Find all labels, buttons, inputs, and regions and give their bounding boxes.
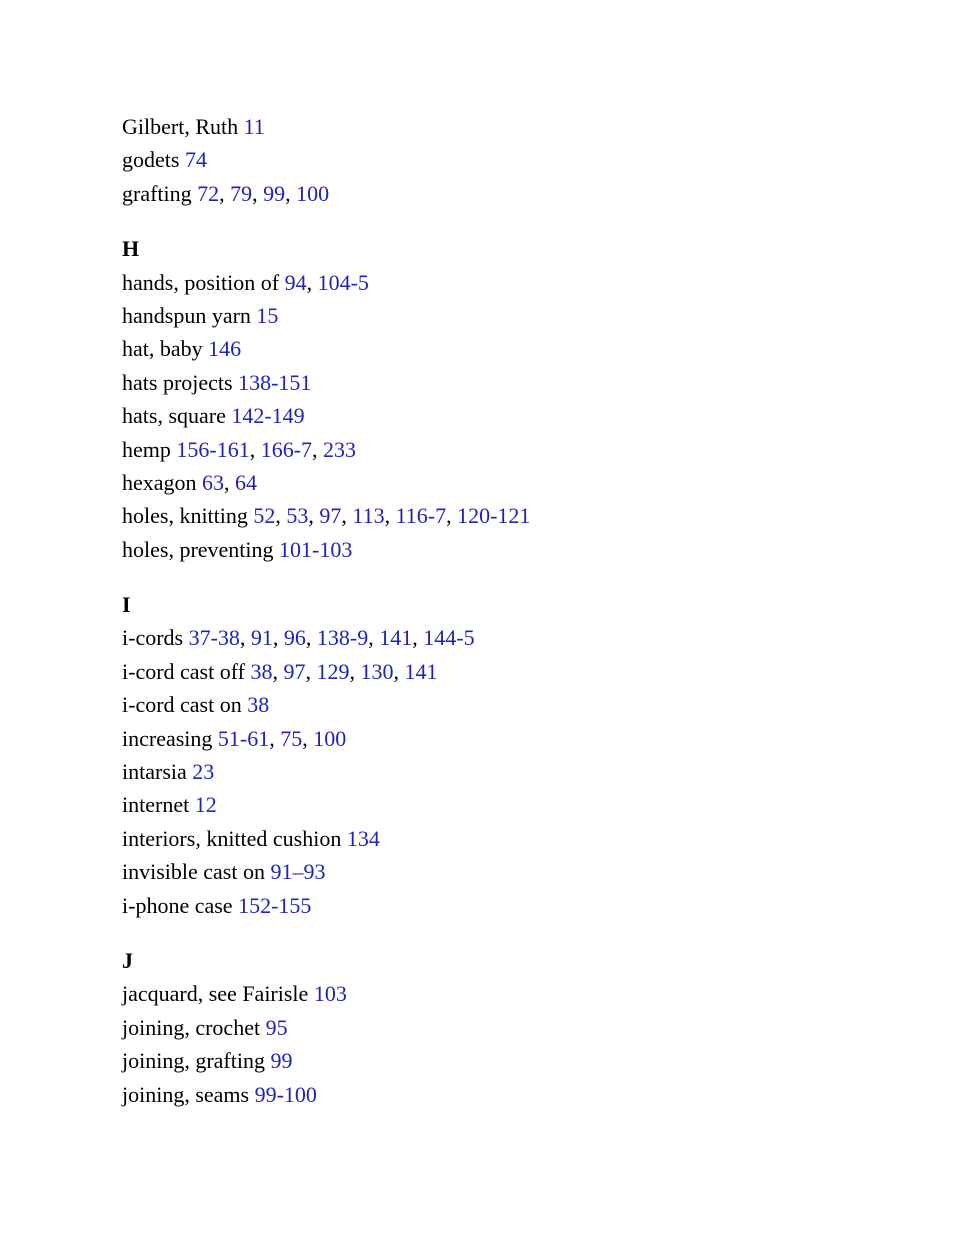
page-reference-link[interactable]: 99: [270, 1048, 293, 1074]
index-entry: [122, 688, 882, 721]
page-reference-link[interactable]: 141: [404, 658, 438, 684]
page-reference-link[interactable]: 38: [250, 658, 273, 684]
page-reference-link[interactable]: 95: [265, 1014, 288, 1040]
index-entry: [122, 822, 882, 855]
page-reference-link[interactable]: 97: [283, 658, 306, 684]
index-entry: i-cords 37-38, 91, 96, 138-9, 141, 144-5: [122, 625, 475, 651]
index-term: hat, baby: [122, 336, 203, 362]
index-entry: [122, 855, 882, 888]
index-entry: grafting 72, 79, 99, 100: [122, 180, 330, 206]
index-entry: [122, 299, 882, 332]
index-entry: hemp 156-161, 166-7, 233: [122, 436, 357, 462]
index-term: i-cord cast off: [122, 658, 245, 684]
index-term: intarsia: [122, 759, 187, 785]
page-reference-link[interactable]: 142-149: [231, 403, 305, 429]
page-reference-link[interactable]: 116-7: [395, 503, 447, 529]
index-entry: [122, 1044, 882, 1077]
index-entry: [122, 366, 882, 399]
page-reference-link[interactable]: 166-7: [260, 436, 313, 462]
page-reference-link[interactable]: 51-61: [217, 725, 270, 751]
page-reference-link[interactable]: 152-155: [238, 892, 312, 918]
index-entry: holes, knitting 52, 53, 97, 113, 116-7, 120-121: [122, 503, 531, 529]
index-term: increasing: [122, 725, 213, 751]
page-reference-link[interactable]: 99: [263, 180, 286, 206]
page-reference-link[interactable]: 91: [250, 625, 273, 651]
index-term: i-cords: [122, 625, 184, 651]
index-entry: i-cord cast off 38, 97, 129, 130, 141: [122, 658, 438, 684]
index-term: grafting: [122, 180, 192, 206]
index-group: [122, 110, 882, 210]
page-reference-link[interactable]: 75: [280, 725, 303, 751]
page-reference-link[interactable]: 94: [284, 269, 307, 295]
page-reference-link[interactable]: 146: [208, 336, 242, 362]
index-term: Gilbert, Ruth: [122, 114, 239, 139]
index-term: hats, square: [122, 403, 226, 429]
index-term: interiors, knitted cushion: [122, 825, 342, 851]
page-reference-link[interactable]: 104-5: [317, 269, 369, 295]
index-entry: [122, 533, 882, 566]
page-reference-link[interactable]: 11: [243, 114, 265, 139]
page-reference-link[interactable]: 233: [323, 436, 357, 462]
index-entry: [122, 1078, 882, 1111]
index-entry: [122, 755, 882, 788]
index-entry: [122, 332, 882, 365]
index-term: i-phone case: [122, 892, 233, 918]
index-term: internet: [122, 792, 190, 818]
page-reference-link[interactable]: 141: [379, 625, 413, 651]
index-entry: [122, 788, 882, 821]
page-reference-link[interactable]: 12: [194, 792, 217, 818]
page-reference-link[interactable]: 129: [316, 658, 350, 684]
page-reference-link[interactable]: 156-161: [176, 436, 250, 462]
index-term: handspun yarn: [122, 302, 251, 328]
page-reference-link[interactable]: 130: [360, 658, 394, 684]
page-reference-link[interactable]: 99-100: [254, 1081, 317, 1107]
index-term: hats projects: [122, 369, 233, 395]
page-reference-link[interactable]: 97: [319, 503, 342, 529]
page-reference-link[interactable]: 23: [192, 759, 215, 785]
index-term: hexagon: [122, 469, 197, 495]
index-term: joining, seams: [122, 1081, 250, 1107]
index-entry: hands, position of 94, 104-5: [122, 269, 369, 295]
section-letter-heading: H: [122, 236, 140, 262]
index-entry: [122, 1011, 882, 1044]
page-reference-link[interactable]: 138-151: [238, 369, 312, 395]
page-reference-link[interactable]: 53: [286, 503, 309, 529]
index-page: [122, 110, 882, 1133]
page-reference-link[interactable]: 100: [313, 725, 347, 751]
index-term: joining, crochet: [122, 1014, 261, 1040]
page-reference-link[interactable]: 100: [296, 180, 330, 206]
page-reference-link[interactable]: 38: [247, 692, 270, 718]
page-reference-link[interactable]: 72: [197, 180, 220, 206]
index-term: joining, grafting: [122, 1048, 265, 1074]
section-letter-heading: J: [122, 947, 133, 973]
page-reference-link[interactable]: 63: [202, 469, 225, 495]
index-term: jacquard, see Fairisle: [122, 981, 309, 1007]
page-reference-link[interactable]: 96: [283, 625, 306, 651]
index-entry: [122, 399, 882, 432]
section-letter-heading: I: [122, 592, 131, 618]
index-entry: [122, 110, 882, 143]
page-reference-link[interactable]: 79: [230, 180, 253, 206]
page-reference-link[interactable]: 74: [184, 147, 207, 173]
page-reference-link[interactable]: 91–93: [270, 859, 326, 885]
index-entry: [122, 143, 882, 176]
page-reference-link[interactable]: 144-5: [423, 625, 475, 651]
page-reference-link[interactable]: 138-9: [316, 625, 369, 651]
index-term: holes, knitting: [122, 503, 248, 529]
index-entry: [122, 889, 882, 922]
index-term: godets: [122, 147, 180, 173]
index-group: [122, 944, 882, 1111]
index-entry: increasing 51-61, 75, 100: [122, 725, 347, 751]
index-term: i-cord cast on: [122, 692, 242, 718]
index-term: invisible cast on: [122, 859, 265, 885]
page-reference-link[interactable]: 103: [313, 981, 347, 1007]
index-term: hemp: [122, 436, 171, 462]
index-term: holes, preventing: [122, 536, 274, 562]
page-reference-link[interactable]: 64: [235, 469, 258, 495]
page-reference-link[interactable]: 37-38: [188, 625, 240, 651]
page-reference-link[interactable]: 113: [352, 503, 385, 529]
index-entry: hexagon 63, 64: [122, 469, 258, 495]
page-reference-link[interactable]: 134: [346, 825, 380, 851]
page-reference-link[interactable]: 15: [256, 302, 279, 328]
index-term: hands, position of: [122, 269, 280, 295]
page-reference-link[interactable]: 52: [253, 503, 276, 529]
index-group: [122, 232, 882, 566]
page-reference-link[interactable]: 101-103: [279, 536, 353, 562]
index-group: [122, 588, 882, 922]
index-entry: [122, 977, 882, 1010]
page-reference-link[interactable]: 120-121: [457, 503, 531, 529]
